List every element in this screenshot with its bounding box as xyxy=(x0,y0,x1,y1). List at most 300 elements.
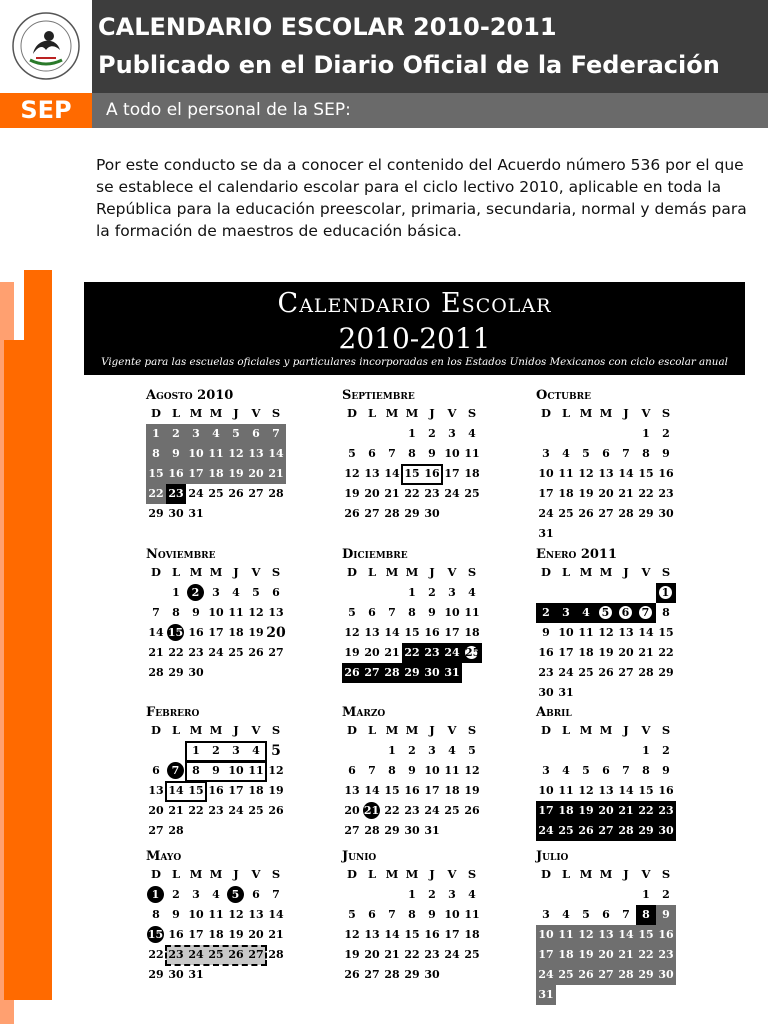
calendar-day: 18 xyxy=(558,804,574,817)
weekday-label: S xyxy=(271,565,281,579)
calendar-day: 11 xyxy=(208,908,224,921)
calendar-day: 27 xyxy=(364,666,380,679)
calendar-day: 22 xyxy=(384,804,400,817)
calendar-day: 20 xyxy=(148,804,164,817)
calendar-day: 18 xyxy=(464,928,480,941)
weekday-label: M xyxy=(189,406,203,420)
weekday-label: L xyxy=(171,565,181,579)
calendar-day: 21 xyxy=(618,948,634,961)
calendar-day: 20 xyxy=(266,625,286,641)
calendar-day: 27 xyxy=(618,666,634,679)
calendar-day: 10 xyxy=(188,908,204,921)
month-block xyxy=(536,704,686,857)
calendar-day: 22 xyxy=(404,646,420,659)
calendar-day: 28 xyxy=(148,666,164,679)
weekday-label: L xyxy=(561,723,571,737)
calendar-day: 19 xyxy=(464,784,480,797)
calendar-day: 12 xyxy=(344,928,360,941)
calendar-day: 7 xyxy=(622,908,630,921)
calendar-day: 12 xyxy=(228,447,244,460)
calendar-day: 10 xyxy=(538,928,554,941)
calendar-day: 3 xyxy=(542,908,550,921)
month-grid xyxy=(342,404,492,540)
calendar-day: 29 xyxy=(148,507,164,520)
calendar-day: 6 xyxy=(368,908,376,921)
calendar-day: 22 xyxy=(638,487,654,500)
calendar-day: 2 xyxy=(662,744,670,757)
month-name: Enero 2011 xyxy=(536,547,618,562)
calendar-day: 20 xyxy=(344,804,360,817)
calendar-day: 4 xyxy=(582,606,590,619)
calendar-day: 15 xyxy=(658,626,674,639)
calendar-day: 16 xyxy=(188,626,204,639)
weekday-label: M xyxy=(579,406,593,420)
calendar-day: 30 xyxy=(658,824,674,837)
calendar-years: 2010-2011 xyxy=(338,322,491,355)
calendar-day: 29 xyxy=(148,968,164,981)
calendar-day: 8 xyxy=(408,606,416,619)
month-name: Febrero xyxy=(146,705,200,720)
calendar-day: 26 xyxy=(344,666,360,679)
calendar-day: 25 xyxy=(208,487,224,500)
calendar-day: 17 xyxy=(538,804,554,817)
calendar-day: 28 xyxy=(618,968,634,981)
calendar-day: 20 xyxy=(598,487,614,500)
weekday-label: M xyxy=(385,565,399,579)
calendar-day: 11 xyxy=(558,928,574,941)
calendar-day: 17 xyxy=(444,626,460,639)
calendar-day: 19 xyxy=(248,626,264,639)
weekday-label: V xyxy=(447,406,457,420)
calendar-day: 30 xyxy=(658,968,674,981)
calendar-day: 9 xyxy=(662,908,670,921)
weekday-label: D xyxy=(541,565,551,579)
calendar-day: 22 xyxy=(168,646,184,659)
calendar-day: 27 xyxy=(248,487,264,500)
calendar-day: 1 xyxy=(642,888,650,901)
weekday-label: D xyxy=(151,723,161,737)
calendar-day: 17 xyxy=(424,784,440,797)
weekday-label: J xyxy=(233,723,239,737)
calendar-day: 23 xyxy=(538,666,554,679)
month-name: Mayo xyxy=(146,849,182,864)
calendar-day: 5 xyxy=(582,908,590,921)
calendar-title: Calendario Escolar xyxy=(277,288,552,319)
sep-logo: SEP xyxy=(20,96,72,124)
weekday-label: M xyxy=(579,565,593,579)
calendar-day: 23 xyxy=(658,487,674,500)
weekday-label: L xyxy=(561,565,571,579)
calendar-subtitle: Vigente para las escuelas oficiales y particulares incorporadas en los Estados Unidos Mexicanos con ciclo escolar anual xyxy=(101,356,728,368)
calendar-day xyxy=(596,603,616,623)
weekday-label: M xyxy=(599,723,613,737)
calendar-day: 26 xyxy=(578,507,594,520)
weekday-label: M xyxy=(579,723,593,737)
calendar-day: 23 xyxy=(404,804,420,817)
calendar-day: 12 xyxy=(578,928,594,941)
weekday-label: M xyxy=(385,406,399,420)
calendar-day: 6 xyxy=(368,606,376,619)
weekday-label: V xyxy=(641,406,651,420)
marked-day-circle: 7 xyxy=(167,762,184,779)
calendar-day: 16 xyxy=(168,467,184,480)
month-name: Diciembre xyxy=(342,547,408,562)
calendar-day: 3 xyxy=(192,427,200,440)
calendar-day: 10 xyxy=(188,447,204,460)
weekday-label: M xyxy=(405,406,419,420)
calendar-day: 29 xyxy=(638,507,654,520)
calendar-day: 21 xyxy=(384,487,400,500)
calendar-day: 24 xyxy=(188,487,204,500)
calendar-day: 31 xyxy=(558,686,574,699)
calendar-day: 3 xyxy=(448,888,456,901)
calendar-day: 16 xyxy=(658,928,674,941)
calendar-day: 10 xyxy=(538,784,554,797)
calendar-day: 6 xyxy=(602,908,610,921)
calendar-day xyxy=(166,623,186,643)
calendar-day: 12 xyxy=(248,606,264,619)
weekday-label: M xyxy=(189,723,203,737)
calendar-day: 27 xyxy=(344,824,360,837)
calendar-day: 25 xyxy=(228,646,244,659)
calendar-day: 13 xyxy=(598,467,614,480)
weekday-label: L xyxy=(367,723,377,737)
calendar-day: 26 xyxy=(248,646,264,659)
calendar-day: 7 xyxy=(388,908,396,921)
calendar-day: 3 xyxy=(542,447,550,460)
weekday-label: L xyxy=(367,867,377,881)
weekday-label: J xyxy=(233,867,239,881)
calendar-day: 20 xyxy=(364,948,380,961)
calendar-day: 19 xyxy=(228,928,244,941)
calendar-day: 31 xyxy=(188,968,204,981)
weekday-label: J xyxy=(623,406,629,420)
calendar-day: 19 xyxy=(344,646,360,659)
calendar-day: 4 xyxy=(468,586,476,599)
calendar-day: 25 xyxy=(248,804,264,817)
calendar-day: 11 xyxy=(444,764,460,777)
calendar-day: 24 xyxy=(538,968,554,981)
weekday-label: M xyxy=(405,723,419,737)
calendar-day: 2 xyxy=(542,606,550,619)
calendar-day: 7 xyxy=(622,764,630,777)
weekday-label: M xyxy=(189,867,203,881)
calendar-day: 26 xyxy=(228,948,244,961)
month-block xyxy=(536,387,686,540)
sep-message: A todo el personal de la SEP: xyxy=(106,100,351,120)
calendar-day: 13 xyxy=(618,626,634,639)
calendar-day: 16 xyxy=(658,784,674,797)
calendar-day: 5 xyxy=(468,744,476,757)
calendar-day: 7 xyxy=(272,888,280,901)
calendar-day: 5 xyxy=(348,606,356,619)
weekday-label: M xyxy=(405,867,419,881)
calendar-day: 11 xyxy=(228,606,244,619)
weekday-label: V xyxy=(641,723,651,737)
calendar-day: 13 xyxy=(248,447,264,460)
calendar-day: 22 xyxy=(148,487,164,500)
calendar-day: 11 xyxy=(464,908,480,921)
calendar-day: 9 xyxy=(192,606,200,619)
weekday-label: J xyxy=(429,406,435,420)
calendar-day: 6 xyxy=(252,427,260,440)
calendar-day: 20 xyxy=(248,928,264,941)
calendar-day: 8 xyxy=(172,606,180,619)
calendar-day: 23 xyxy=(188,646,204,659)
calendar-day: 13 xyxy=(364,467,380,480)
calendar-day xyxy=(226,885,246,905)
calendar-day: 4 xyxy=(468,427,476,440)
calendar-day: 31 xyxy=(188,507,204,520)
calendar-day: 7 xyxy=(388,606,396,619)
calendar-day: 11 xyxy=(464,447,480,460)
weekday-label: S xyxy=(271,406,281,420)
calendar-day: 18 xyxy=(558,948,574,961)
calendar-day: 9 xyxy=(212,764,220,777)
weekday-label: J xyxy=(233,565,239,579)
calendar-day: 17 xyxy=(538,487,554,500)
calendar-day: 17 xyxy=(188,467,204,480)
calendar-day: 25 xyxy=(558,968,574,981)
calendar-day: 30 xyxy=(168,507,184,520)
weekday-label: V xyxy=(447,867,457,881)
weekday-label: L xyxy=(561,406,571,420)
calendar-day: 2 xyxy=(408,744,416,757)
calendar-day: 17 xyxy=(228,784,244,797)
weekday-label: L xyxy=(367,406,377,420)
calendar-day: 31 xyxy=(538,988,554,1001)
calendar-day: 28 xyxy=(384,666,400,679)
weekday-label: M xyxy=(209,867,223,881)
calendar-day: 6 xyxy=(602,764,610,777)
calendar-day: 29 xyxy=(168,666,184,679)
calendar-day: 13 xyxy=(598,928,614,941)
calendar-day: 18 xyxy=(228,626,244,639)
calendar-day: 1 xyxy=(408,888,416,901)
calendar-day: 26 xyxy=(578,968,594,981)
weekday-label: V xyxy=(641,867,651,881)
calendar-day: 31 xyxy=(538,527,554,540)
calendar-day: 4 xyxy=(252,744,260,757)
calendar-day: 3 xyxy=(428,744,436,757)
calendar-day: 3 xyxy=(542,764,550,777)
calendar-day xyxy=(636,603,656,623)
calendar-day: 30 xyxy=(188,666,204,679)
calendar-day: 16 xyxy=(424,467,440,480)
calendar-day: 2 xyxy=(172,427,180,440)
calendar-day: 16 xyxy=(168,928,184,941)
month-grid xyxy=(536,404,686,540)
month-name: Agosto 2010 xyxy=(146,388,234,403)
weekday-label: S xyxy=(661,867,671,881)
marked-day-circle: 6 xyxy=(617,604,634,621)
month-grid xyxy=(536,865,686,1001)
weekday-label: D xyxy=(347,406,357,420)
calendar-day: 11 xyxy=(208,447,224,460)
calendar-day: 27 xyxy=(268,646,284,659)
calendar-day: 28 xyxy=(384,507,400,520)
page-title: CALENDARIO ESCOLAR 2010-2011 xyxy=(98,13,557,41)
weekday-label: J xyxy=(623,867,629,881)
month-block xyxy=(342,704,492,857)
calendar-day: 4 xyxy=(562,908,570,921)
weekday-label: M xyxy=(209,406,223,420)
calendar-day: 18 xyxy=(578,646,594,659)
calendar-day: 9 xyxy=(542,626,550,639)
calendar-day: 3 xyxy=(192,888,200,901)
calendar-day: 5 xyxy=(232,427,240,440)
calendar-day: 12 xyxy=(344,467,360,480)
calendar-day: 29 xyxy=(404,666,420,679)
marked-day-circle: 15 xyxy=(167,626,184,639)
calendar-day: 18 xyxy=(248,784,264,797)
calendar-day: 10 xyxy=(444,606,460,619)
calendar-day: 6 xyxy=(272,586,280,599)
calendar-day: 30 xyxy=(404,824,420,837)
weekday-label: M xyxy=(599,406,613,420)
calendar-day: 29 xyxy=(404,507,420,520)
calendar-day: 24 xyxy=(538,824,554,837)
calendar-day: 7 xyxy=(388,447,396,460)
calendar-day: 27 xyxy=(364,968,380,981)
calendar-day: 27 xyxy=(364,507,380,520)
calendar-day: 23 xyxy=(424,646,440,659)
calendar-day: 6 xyxy=(602,447,610,460)
calendar-day: 12 xyxy=(464,764,480,777)
calendar-day: 26 xyxy=(578,824,594,837)
calendar-day: 2 xyxy=(428,427,436,440)
calendar-day: 20 xyxy=(364,487,380,500)
calendar-day: 23 xyxy=(168,487,184,500)
calendar-day: 24 xyxy=(558,666,574,679)
calendar-day: 24 xyxy=(444,487,460,500)
weekday-label: V xyxy=(641,565,651,579)
calendar-day: 25 xyxy=(464,948,480,961)
calendar-day: 15 xyxy=(638,784,654,797)
calendar-day: 8 xyxy=(152,908,160,921)
calendar-day: 28 xyxy=(364,824,380,837)
weekday-label: J xyxy=(623,723,629,737)
calendar-day: 15 xyxy=(384,784,400,797)
calendar-day: 4 xyxy=(212,888,220,901)
weekday-label: M xyxy=(599,867,613,881)
month-grid xyxy=(536,563,686,699)
calendar-day: 2 xyxy=(212,744,220,757)
weekday-label: D xyxy=(151,867,161,881)
weekday-label: S xyxy=(467,565,477,579)
intro-paragraph: Por este conducto se da a conocer el contenido del Acuerdo número 536 por el que se establece el calendario escolar para el ciclo lectivo 2010, aplicable en toda la República para la educación preescolar, primaria, secundaria, normal y demás para la formación de maestros de educación básica. xyxy=(96,156,747,240)
calendar-day: 22 xyxy=(638,804,654,817)
calendar-day: 26 xyxy=(344,507,360,520)
calendar-day: 3 xyxy=(448,427,456,440)
calendar-day: 14 xyxy=(168,784,184,797)
calendar-day: 23 xyxy=(658,948,674,961)
calendar-day: 29 xyxy=(638,824,654,837)
calendar-day: 15 xyxy=(404,928,420,941)
month-name: Marzo xyxy=(342,705,386,720)
calendar-day: 24 xyxy=(208,646,224,659)
calendar-day: 28 xyxy=(638,666,654,679)
weekday-label: S xyxy=(467,867,477,881)
calendar-day: 19 xyxy=(268,784,284,797)
calendar-day: 28 xyxy=(384,968,400,981)
calendar-day: 25 xyxy=(578,666,594,679)
calendar-day: 8 xyxy=(642,764,650,777)
calendar-day: 12 xyxy=(268,764,284,777)
month-grid xyxy=(342,865,492,1001)
weekday-label: D xyxy=(347,867,357,881)
calendar-day xyxy=(146,925,166,945)
weekday-label: M xyxy=(189,565,203,579)
weekday-label: J xyxy=(429,723,435,737)
page-subtitle: Publicado en el Diario Oficial de la Federación xyxy=(98,51,720,79)
calendar-day: 13 xyxy=(364,928,380,941)
month-block xyxy=(342,546,492,699)
marked-day-circle: 2 xyxy=(187,584,204,601)
calendar-day: 13 xyxy=(268,606,284,619)
calendar-day: 29 xyxy=(384,824,400,837)
calendar-day: 19 xyxy=(578,804,594,817)
calendar-day: 11 xyxy=(464,606,480,619)
calendar-day: 21 xyxy=(638,646,654,659)
weekday-label: M xyxy=(209,565,223,579)
month-name: Abril xyxy=(536,705,572,720)
month-block xyxy=(146,704,296,857)
calendar-day: 14 xyxy=(384,626,400,639)
calendar-day: 2 xyxy=(662,888,670,901)
calendar-day: 8 xyxy=(192,764,200,777)
calendar-day: 10 xyxy=(444,447,460,460)
calendar-day: 9 xyxy=(662,447,670,460)
calendar-day: 17 xyxy=(538,948,554,961)
calendar-day: 27 xyxy=(598,507,614,520)
calendar-day: 15 xyxy=(148,467,164,480)
calendar-day: 22 xyxy=(188,804,204,817)
calendar-day: 1 xyxy=(388,744,396,757)
calendar-day: 30 xyxy=(424,968,440,981)
weekday-label: L xyxy=(171,406,181,420)
marked-day-circle: 1 xyxy=(147,886,164,903)
calendar-day: 9 xyxy=(172,908,180,921)
calendar-day: 1 xyxy=(408,586,416,599)
month-block xyxy=(536,546,686,699)
calendar-day: 18 xyxy=(208,467,224,480)
calendar-day: 18 xyxy=(464,467,480,480)
marked-day-circle: 1 xyxy=(657,584,674,601)
calendar-day: 13 xyxy=(248,908,264,921)
calendar-day: 12 xyxy=(598,626,614,639)
calendar-day: 7 xyxy=(622,447,630,460)
calendar-day: 16 xyxy=(208,784,224,797)
weekday-label: J xyxy=(429,565,435,579)
calendar-day: 16 xyxy=(424,626,440,639)
weekday-label: V xyxy=(251,723,261,737)
calendar-day: 19 xyxy=(578,487,594,500)
weekday-label: L xyxy=(171,723,181,737)
calendar-day: 5 xyxy=(252,586,260,599)
weekday-label: D xyxy=(541,723,551,737)
calendar-day: 1 xyxy=(408,427,416,440)
calendar-day: 10 xyxy=(208,606,224,619)
calendar-day: 9 xyxy=(428,908,436,921)
calendar-day: 21 xyxy=(268,467,284,480)
calendar-day: 24 xyxy=(444,646,460,659)
calendar-day: 8 xyxy=(642,908,650,921)
calendar-day: 8 xyxy=(642,447,650,460)
calendar-day: 20 xyxy=(598,948,614,961)
calendar-day: 9 xyxy=(428,447,436,460)
calendar-day: 8 xyxy=(408,908,416,921)
